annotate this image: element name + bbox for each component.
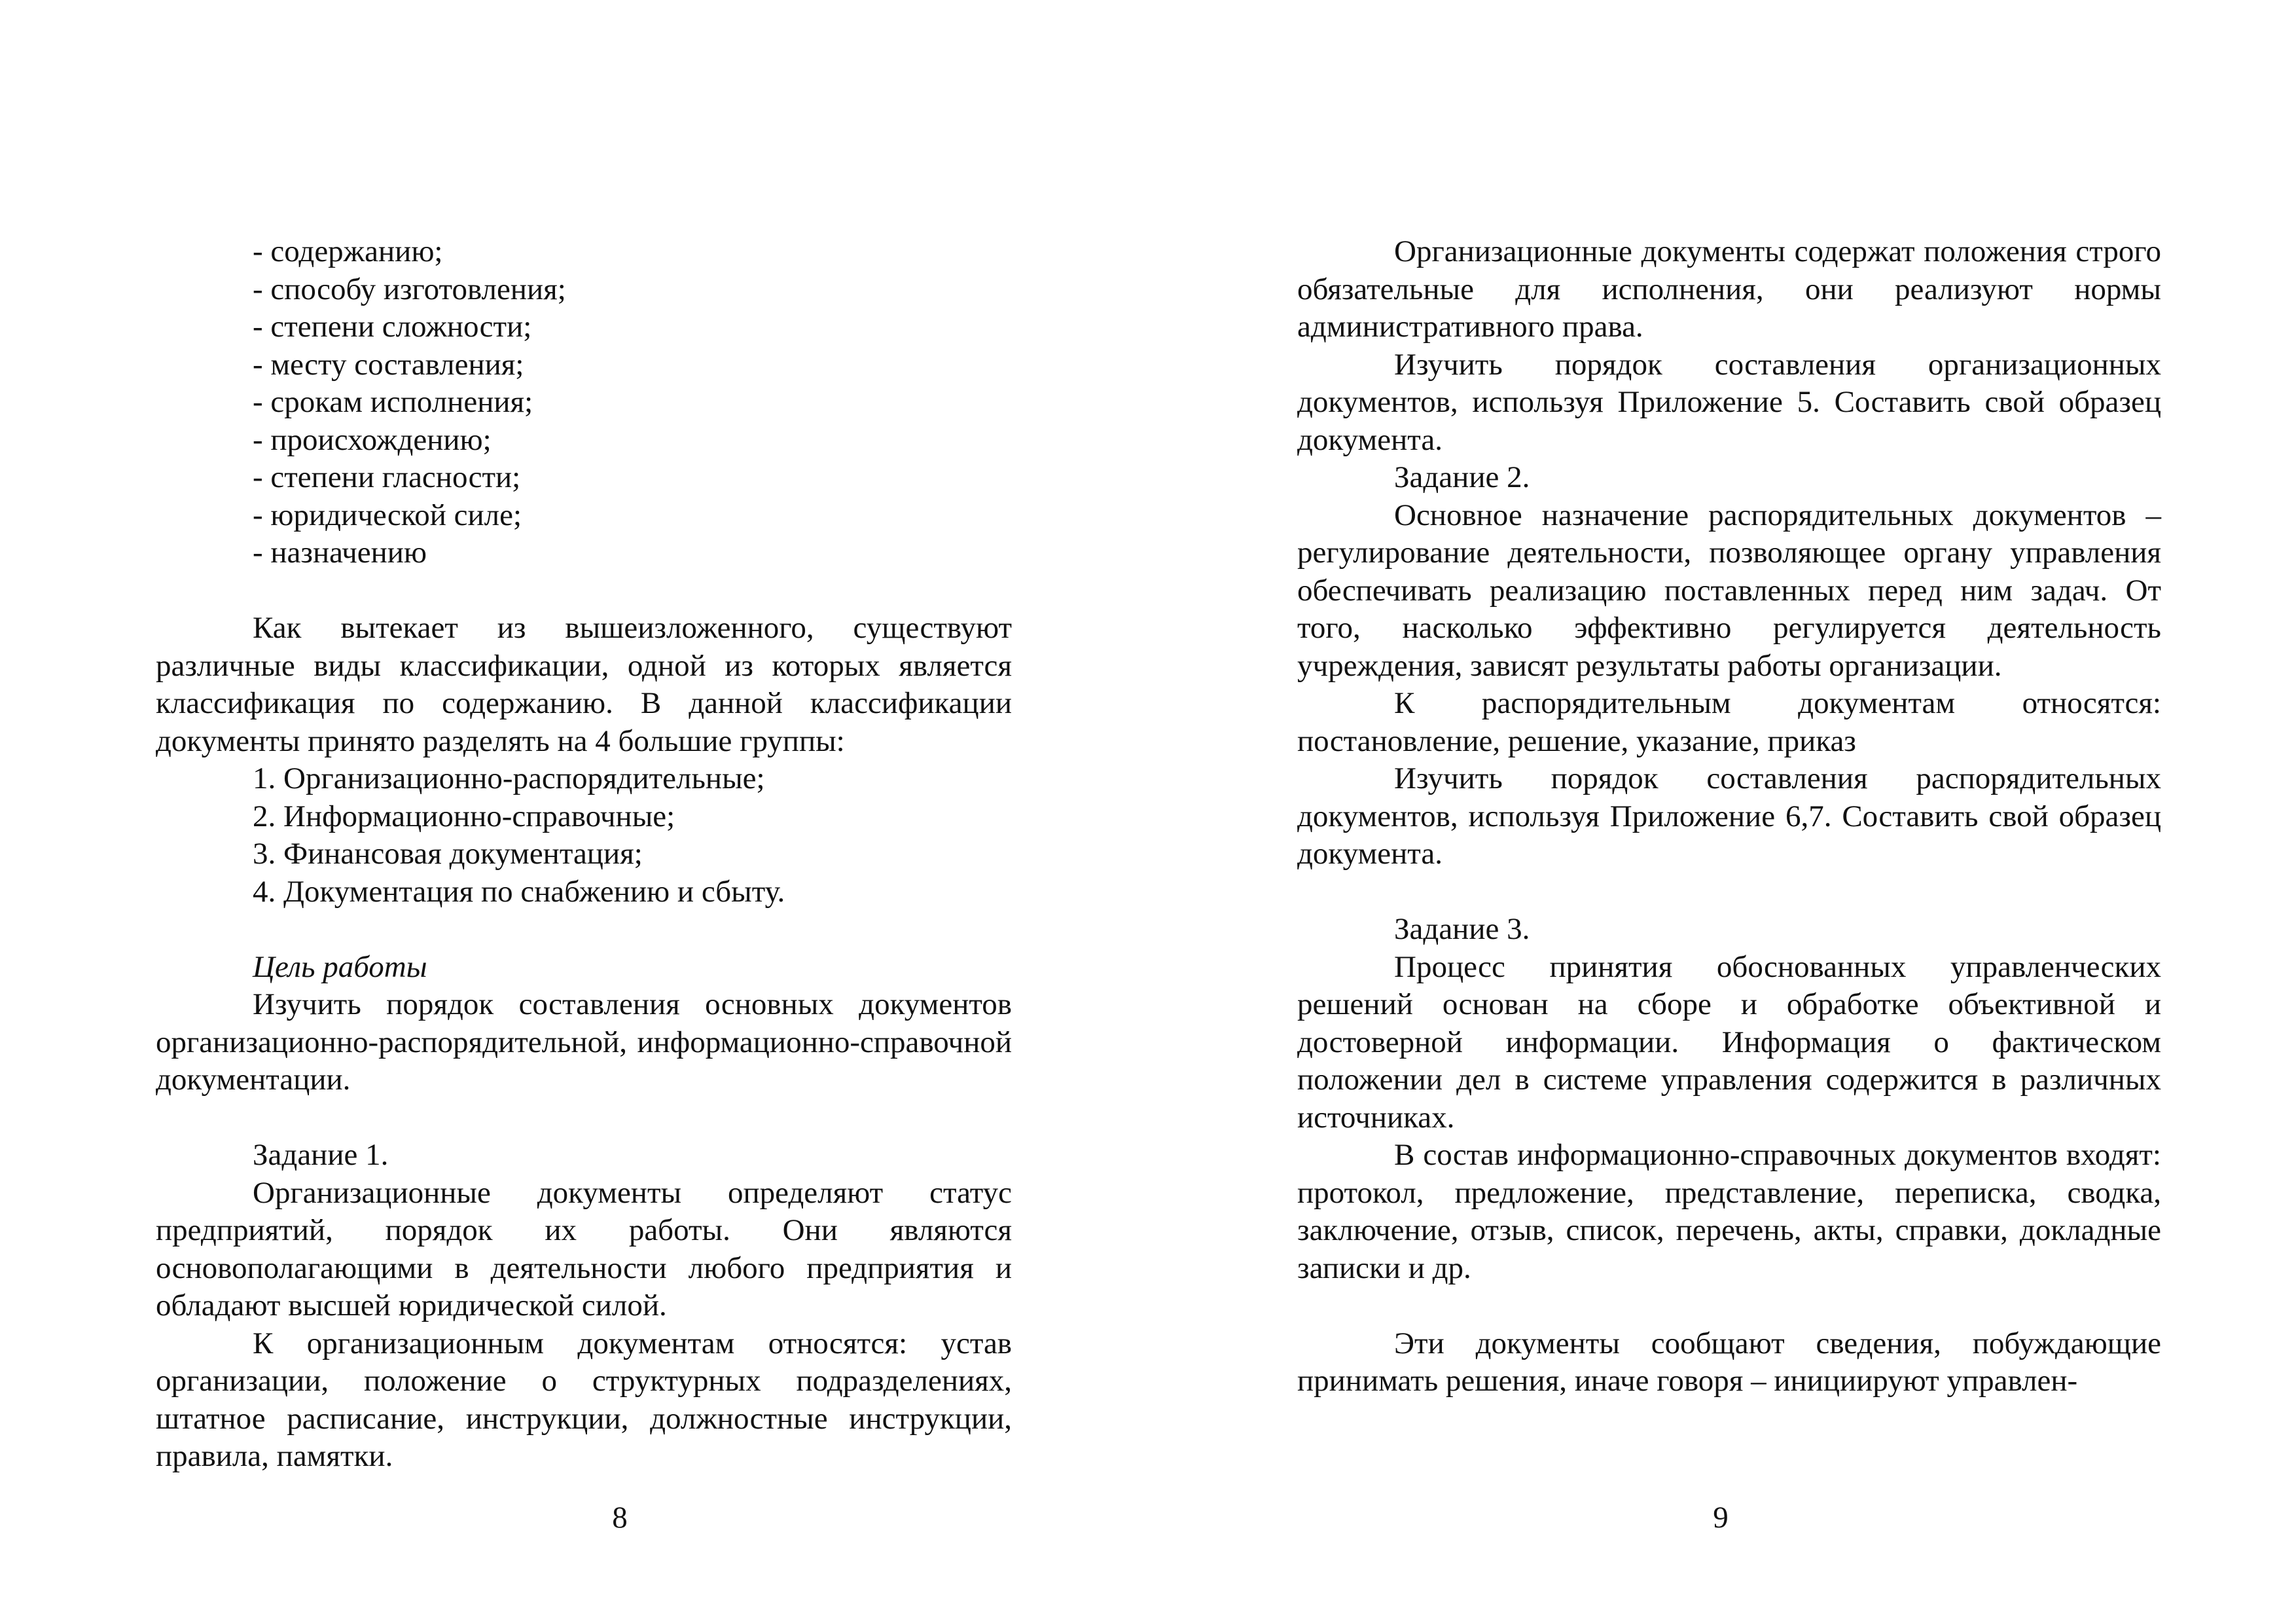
document-groups-list <box>156 760 1012 911</box>
list-item: - происхождению; <box>253 422 492 457</box>
goal-text: Изучить порядок составления основных документов организационно-распорядительной, информационно-справочной документации. <box>156 987 1012 1097</box>
left-page-text <box>156 233 1012 1476</box>
paragraph: К распорядительным документам относятся: постановление, решение, указание, приказ <box>1297 686 2161 758</box>
paragraph: В состав информационно-справочных документов входят: протокол, предложение, представление, переписка, сводка, заключение, отзыв, список, перечень, акты, справки, докладные записки и др. <box>1297 1138 2161 1285</box>
list-item: - срокам исполнения; <box>253 385 533 419</box>
task3-title: Задание 3. <box>1394 912 1530 946</box>
list-item: - юридической силе; <box>253 498 522 532</box>
list-item: - степени сложности; <box>253 310 532 344</box>
task1-title: Задание 1. <box>253 1138 389 1172</box>
page-number: 8 <box>612 1501 628 1535</box>
paragraph: Эти документы сообщают сведения, побуждающие принимать решения, иначе говоря – инициируют управлен- <box>1297 1326 2161 1398</box>
list-item: 3. Финансовая документация; <box>253 837 643 871</box>
task2-title: Задание 2. <box>1394 460 1530 494</box>
list-item: - месту составления; <box>253 347 524 382</box>
paragraph: Процесс принятия обоснованных управленческих решений основан на сборе и обработке объективной и достоверной информации. Информация о фактическом положении дел в системе управления содержится в различных источниках. <box>1297 949 2161 1135</box>
list-item: 4. Документация по снабжению и сбыту. <box>253 874 785 909</box>
list-item: - способу изготовления; <box>253 272 566 306</box>
page-number: 9 <box>1713 1501 1729 1535</box>
paragraph: Изучить порядок составления организационных документов, используя Приложение 5. Составить свой образец документа. <box>1297 347 2161 457</box>
list-item: - степени гласности; <box>253 460 521 494</box>
intro-paragraph: Как вытекает из вышеизложенного, существуют различные виды классификации, одной из которых является классификация по содержанию. В данной классификации документы принято разделять на 4 большие группы: <box>156 611 1012 758</box>
classification-criteria-list <box>156 233 1012 572</box>
goal-title: Цель работы <box>253 949 427 984</box>
task1-paragraph-1: Организационные документы определяют статус предприятий, порядок их работы. Они являются основополагающими в деятельности любого предприятия и обладают высшей юридической силой. <box>156 1175 1012 1322</box>
list-item: 2. Информационно-справочные; <box>253 799 675 833</box>
right-page-text <box>1297 233 2161 1400</box>
list-item: - содержанию; <box>253 234 443 268</box>
right-page <box>1148 0 2296 1623</box>
paragraph: Изучить порядок составления распорядительных документов, используя Приложение 6,7. Составить свой образец документа. <box>1297 761 2161 871</box>
task1-paragraph-2: К организационным документам относятся: устав организации, положение о структурных подразделениях, штатное расписание, инструкции, должностные инструкции, правила, памятки. <box>156 1326 1012 1473</box>
paragraph: Организационные документы содержат положения строго обязательные для исполнения, они реализуют нормы административного права. <box>1297 234 2161 344</box>
list-item: 1. Организационно-распорядительные; <box>253 761 765 795</box>
list-item: - назначению <box>253 536 427 570</box>
paragraph: Основное назначение распорядительных документов – регулирование деятельности, позволяющее органу управления обеспечивать реализацию поставленных перед ним задач. От того, насколько эффективно регулируется деятельность учреждения, зависят результаты работы организации. <box>1297 498 2161 683</box>
